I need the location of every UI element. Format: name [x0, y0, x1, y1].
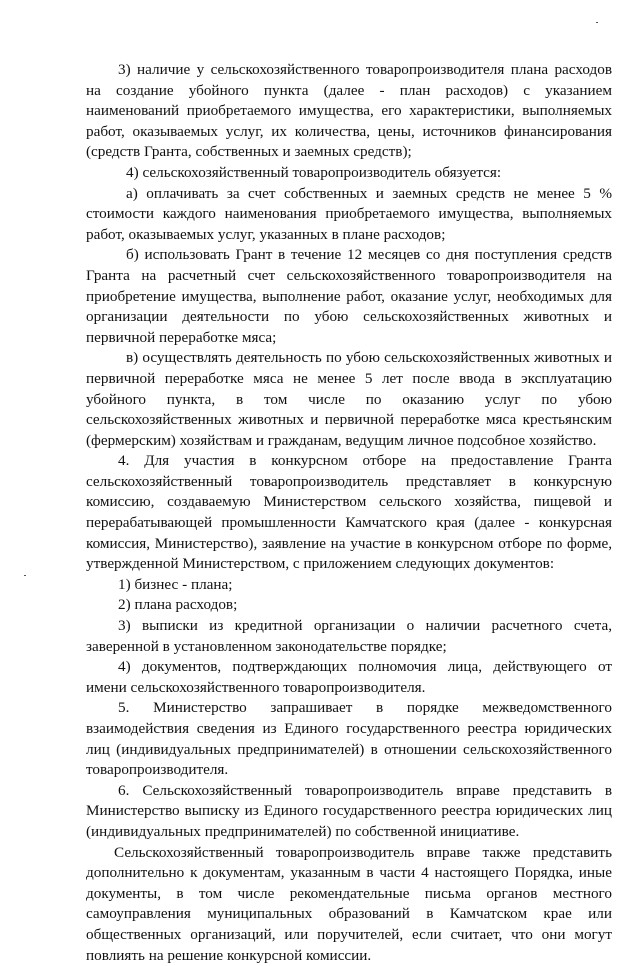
- text-line: (фермерским) хозяйствам и гражданам, ведущим личное подсобное хозяйство.: [86, 431, 597, 449]
- text-line: дополнительно к документам, указанным в части 4 настоящего Порядка, иные: [86, 864, 612, 882]
- text-line: Министерство выписку из Единого государственного реестра юридических лиц: [86, 802, 612, 820]
- paragraph-n4-4: [86, 657, 612, 698]
- text-line: заверенной в установленном законодательстве порядке;: [86, 637, 447, 655]
- text-line: а) оплачивать за счет собственных и заемных средств не менее 5 %: [126, 184, 612, 202]
- text-line: сельскохозяйственных животных и первичной переработке мяса крестьянским: [86, 411, 612, 429]
- paragraph-p3: [86, 60, 612, 163]
- text-line: стоимости каждого наименования приобретаемого имущества, выполняемых: [86, 205, 612, 223]
- text-line: (средств Гранта, собственных и заемных средств);: [86, 143, 412, 161]
- paragraph-n4-1: [86, 575, 612, 596]
- text-line: 5. Министерство запрашивает в порядке межведомственного: [118, 699, 612, 717]
- paragraph-p4a: [86, 184, 612, 246]
- text-line: повлиять на решение конкурсной комиссии.: [86, 946, 372, 964]
- paragraph-n4-2: [86, 595, 612, 616]
- text-line: работ, оказываемых услуг, их количества, цены, источников финансирования: [86, 122, 612, 140]
- text-line: на создание убойного пункта (далее - план расходов) с указанием: [86, 81, 612, 99]
- text-line: 6. Сельскохозяйственный товаропроизводитель вправе представить в: [118, 781, 612, 799]
- paragraph-p4: [86, 163, 612, 184]
- text-line: приобретение имущества, выполнение работ, оказание услуг, необходимых для: [86, 287, 612, 305]
- paragraph-p4v: [86, 348, 612, 451]
- paragraph-n5: [86, 698, 612, 780]
- text-line: первичной переработке мяса не менее 5 лет после ввода в эксплуатацию: [86, 369, 612, 387]
- text-line: лиц (индивидуальных предпринимателей) в отношении сельскохозяйственного: [86, 740, 612, 758]
- text-line: утвержденной Министерством, с приложением следующих документов:: [86, 555, 555, 573]
- text-line: самоуправления муниципальных образований в Камчатском крае или: [86, 905, 612, 923]
- text-line: 4. Для участия в конкурсном отборе на предоставление Гранта: [118, 452, 612, 470]
- paragraph-n4: [86, 451, 612, 575]
- text-line: комиссию, создаваемую Министерством сельского хозяйства, пищевой и: [86, 493, 612, 511]
- text-line: документы, в том числе рекомендательные письма органов местного: [86, 884, 612, 902]
- paragraph-n4-3: [86, 616, 612, 657]
- text-line: товаропроизводителя.: [86, 761, 229, 779]
- document-body: [86, 60, 612, 966]
- text-line: перерабатывающей промышленности Камчатского края (далее - конкурсная: [86, 514, 612, 532]
- text-line: 3) выписки из кредитной организации о наличии расчетного счета,: [118, 617, 612, 635]
- paragraph-p4b: [86, 245, 612, 348]
- text-line: б) использовать Грант в течение 12 месяцев со дня поступления средств: [126, 246, 612, 264]
- text-line: в) осуществлять деятельность по убою сельскохозяйственных животных и: [126, 349, 612, 367]
- text-line: общественных организаций, или поручителей, если считает, что они могут: [86, 925, 612, 943]
- text-line: имени сельскохозяйственного товаропроизводителя.: [86, 678, 426, 696]
- text-line: взаимодействия сведения из Единого государственного реестра юридических: [86, 720, 612, 737]
- text-line: 4) сельскохозяйственный товаропроизводитель обязуется:: [126, 163, 502, 181]
- paragraph-n6-extra: [86, 843, 612, 966]
- text-line: 3) наличие у сельскохозяйственного товаропроизводителя плана расходов: [118, 61, 612, 78]
- text-line: первичной переработке мяса;: [86, 328, 277, 346]
- text-line: 2) плана расходов;: [118, 596, 238, 614]
- text-line: сельскохозяйственный товаропроизводитель представляет в конкурсную: [86, 472, 612, 490]
- text-line: Гранта на расчетный счет сельскохозяйственного товаропроизводителя на: [86, 266, 612, 284]
- text-line: (индивидуальных предпринимателей) по собственной инициативе.: [86, 822, 520, 840]
- text-line: Сельскохозяйственный товаропроизводитель вправе также представить: [114, 843, 612, 861]
- scan-speck: [596, 22, 598, 23]
- text-line: наименований приобретаемого имущества, его характеристики, выполняемых: [86, 102, 612, 120]
- text-line: 4) документов, подтверждающих полномочия лица, действующего от: [118, 658, 612, 676]
- text-line: организации деятельности по убою сельскохозяйственных животных и: [86, 308, 612, 326]
- text-line: убойного пункта, в том числе по оказанию услуг по убою: [86, 390, 612, 408]
- paragraph-n6: [86, 781, 612, 843]
- text-line: комиссия, Министерство), заявление на участие в конкурсном отборе по форме,: [86, 534, 612, 552]
- text-line: 1) бизнес - плана;: [118, 575, 233, 593]
- text-line: работ, оказываемых услуг, указанных в плане расходов;: [86, 225, 446, 243]
- scan-speck: [24, 575, 26, 576]
